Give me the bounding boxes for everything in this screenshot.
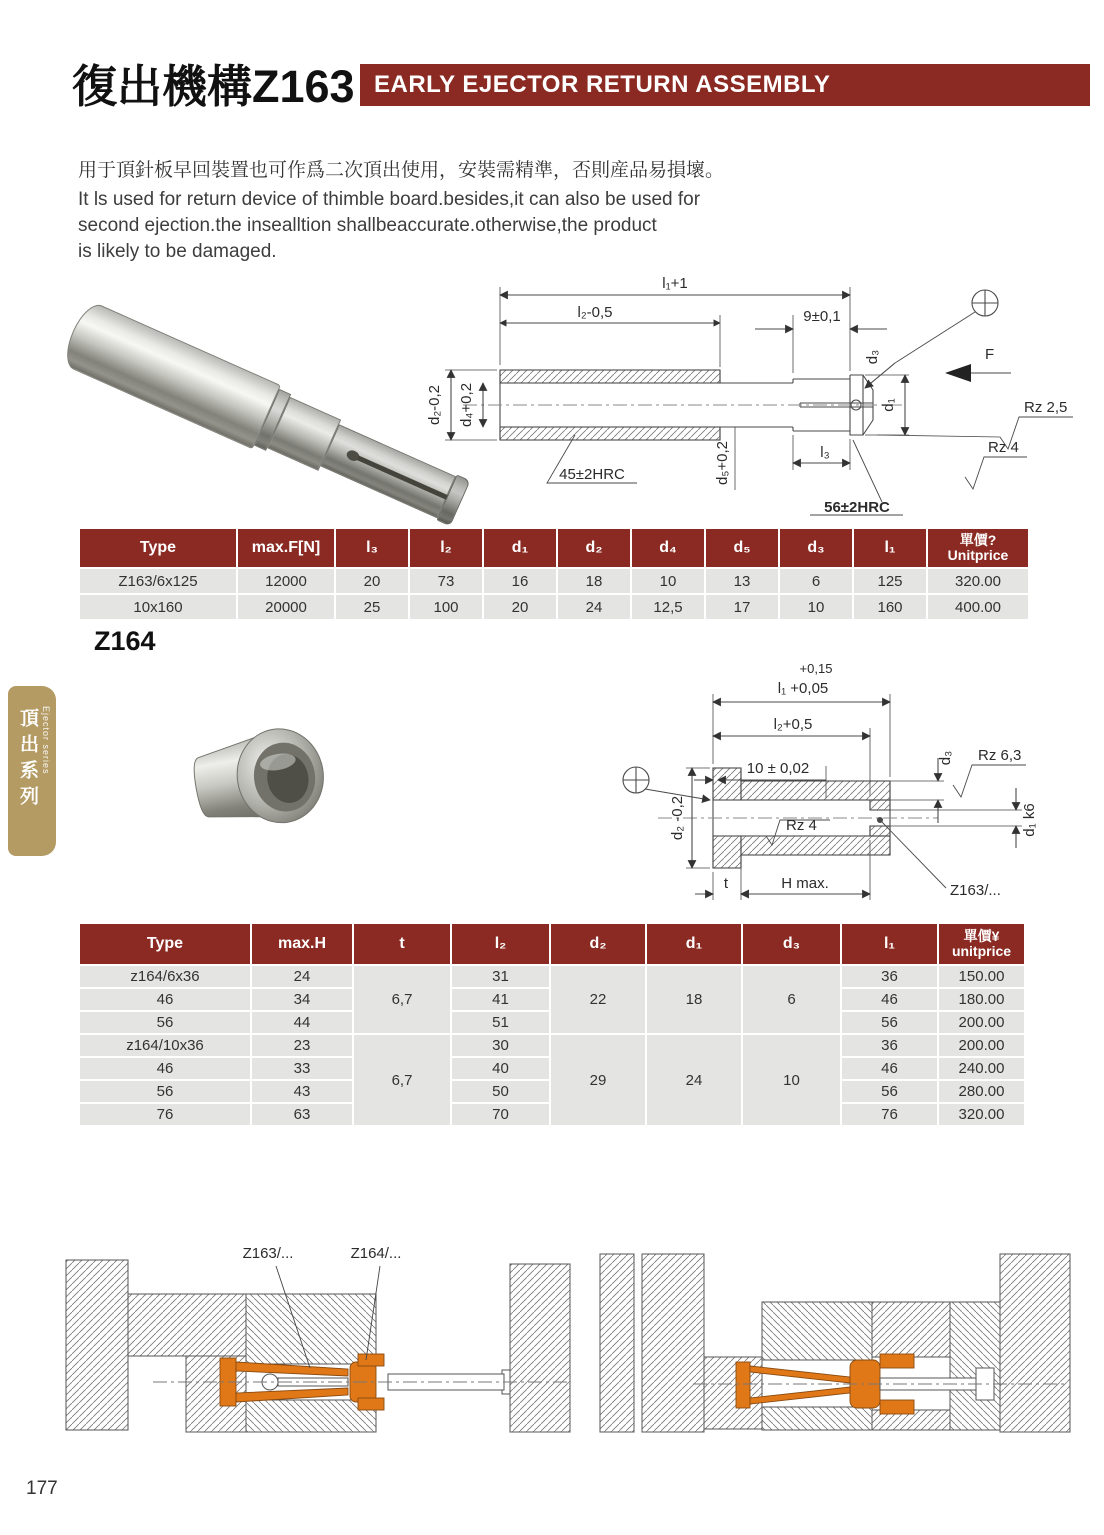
- col-d2: d₂: [558, 529, 630, 567]
- col-l2: l₂: [410, 529, 482, 567]
- sidebar-tab-ejector-series: [8, 686, 56, 856]
- z164-technical-drawing: [598, 648, 1073, 923]
- dim-l2-label: l₂+0,5: [773, 716, 813, 733]
- col-type: Type: [80, 529, 236, 567]
- z163-pin-image: [59, 299, 475, 535]
- assembly-z164-label: Z164/...: [350, 1245, 402, 1262]
- dim-d2-label: d₂-0,2: [426, 384, 443, 426]
- col-maxf: max.F[N]: [238, 529, 334, 567]
- col-d1: d₁: [647, 924, 741, 964]
- dim-l1-tol-label: +0,15: [799, 661, 833, 676]
- dim-l1-label: l₁ +0,05: [777, 680, 829, 697]
- z163-product-photo: [55, 268, 435, 483]
- dim-l1-label: l₁+1: [662, 275, 688, 292]
- table-row: 46 34 41 46 180.00: [80, 989, 1024, 1010]
- dim-d2-label: d₂ -0,2: [669, 795, 686, 841]
- col-d5: d₅: [706, 529, 778, 567]
- z163-technical-drawing: [425, 255, 1100, 530]
- dim-d1-label: d₁ k6: [1021, 803, 1038, 837]
- table-row: 76 63 70 76 320.00: [80, 1104, 1024, 1125]
- force-label: F: [985, 346, 995, 363]
- title-banner: EARLY EJECTOR RETURN ASSEMBLY: [360, 64, 1090, 106]
- hrc56-label: 56±2HRC: [824, 499, 890, 516]
- rz25-label: Rz 2,5: [1024, 399, 1068, 416]
- table-row: 46 33 40 46 240.00: [80, 1058, 1024, 1079]
- col-maxh: max.H: [252, 924, 352, 964]
- dim-l3-label: l₃: [820, 444, 830, 461]
- sidebar-label-cn: 頂出系列: [17, 708, 38, 812]
- description-en-line2: second ejection.the insealltion shallbeaccurate.otherwise,the product: [78, 215, 657, 236]
- wall-hatch-bottom: [500, 427, 720, 440]
- description-en-line3: is likely to be damaged.: [78, 241, 277, 262]
- hrc45-label: 45±2HRC: [559, 466, 625, 483]
- description-block: [78, 158, 738, 265]
- table2-header-row: [80, 924, 1024, 964]
- col-l1: l₁: [854, 529, 926, 567]
- pin-body: [59, 299, 281, 449]
- table-row: z164/10x36 23 6,7 30 29 24 10 36 200.00: [80, 1035, 1024, 1056]
- col-d1: d₁: [484, 529, 556, 567]
- col-unitprice: 單價? Unitprice: [928, 529, 1028, 567]
- dim-d5-label: d₅+0,2: [714, 441, 731, 485]
- assembly-z163-label: Z163/...: [242, 1245, 294, 1262]
- description-cn: 用于頂針板早回裝置也可作爲二次頂出使用，安裝需精準，否則産品易損壞。: [78, 160, 725, 181]
- col-l3: l₃: [336, 529, 408, 567]
- page-title: 復出機構Z163: [72, 61, 355, 112]
- rz4-label: Rz 4: [786, 817, 817, 834]
- dim-9-label: 9±0,1: [803, 308, 841, 325]
- dim-l2-label: l₂-0,5: [577, 304, 613, 321]
- z164-bushing-highlight: [880, 1354, 914, 1368]
- col-type: Type: [80, 924, 250, 964]
- table-row: 56 44 51 56 200.00: [80, 1012, 1024, 1033]
- rz63-label: Rz 6,3: [978, 747, 1022, 764]
- table-row: 10x160 20000 25 100 20 24 12,5 17 10 160 400.00: [80, 595, 1028, 619]
- rz4-label: Rz 4: [988, 439, 1019, 456]
- description-en-line1: It ls used for return device of thimble board.besides,it can also be used for: [78, 189, 701, 210]
- dim-d4-label: d₄+0,2: [458, 382, 475, 428]
- dim-t-label: t: [723, 875, 729, 892]
- table-row: Z163/6x125 12000 20 73 16 18 10 13 6 125 320.00: [80, 569, 1028, 593]
- wall-hatch-top: [500, 370, 720, 383]
- col-unitprice: 單價¥ unitprice: [939, 924, 1024, 964]
- z164-bushing-image: [178, 706, 358, 856]
- assembly-drawing-right: [598, 1242, 1083, 1457]
- col-d3: d₃: [743, 924, 840, 964]
- col-d4: d₄: [632, 529, 704, 567]
- col-l1: l₁: [842, 924, 937, 964]
- dim-d3-label: d₃: [937, 750, 954, 766]
- z163-flange-highlight: [736, 1362, 750, 1408]
- col-t: t: [354, 924, 450, 964]
- z164-heading: Z164: [94, 626, 156, 656]
- col-l2: l₂: [452, 924, 549, 964]
- table-row: z164/6x36 24 6,7 31 22 18 6 36 150.00: [80, 966, 1024, 987]
- z163-ref-label: Z163/...: [950, 882, 1001, 899]
- col-d2: d₂: [551, 924, 645, 964]
- dim-10-label: 10 ± 0,02: [746, 760, 810, 777]
- assembly-drawing-left: [58, 1242, 583, 1457]
- z164-spec-table: [78, 922, 1026, 1127]
- sidebar-label-en: Ejector series: [41, 706, 51, 775]
- dim-h-label: H max.: [781, 875, 829, 892]
- z164-product-photo: [178, 706, 358, 856]
- page-number: 177: [26, 1478, 58, 1499]
- table1-header-row: [80, 529, 1028, 567]
- z163-spec-table: [78, 527, 1030, 621]
- dim-d3-label: d₃: [864, 349, 881, 365]
- table-row: 56 43 50 56 280.00: [80, 1081, 1024, 1102]
- dim-d1-label: d₁: [880, 398, 897, 412]
- col-d3: d₃: [780, 529, 852, 567]
- force-arrow: [945, 364, 971, 382]
